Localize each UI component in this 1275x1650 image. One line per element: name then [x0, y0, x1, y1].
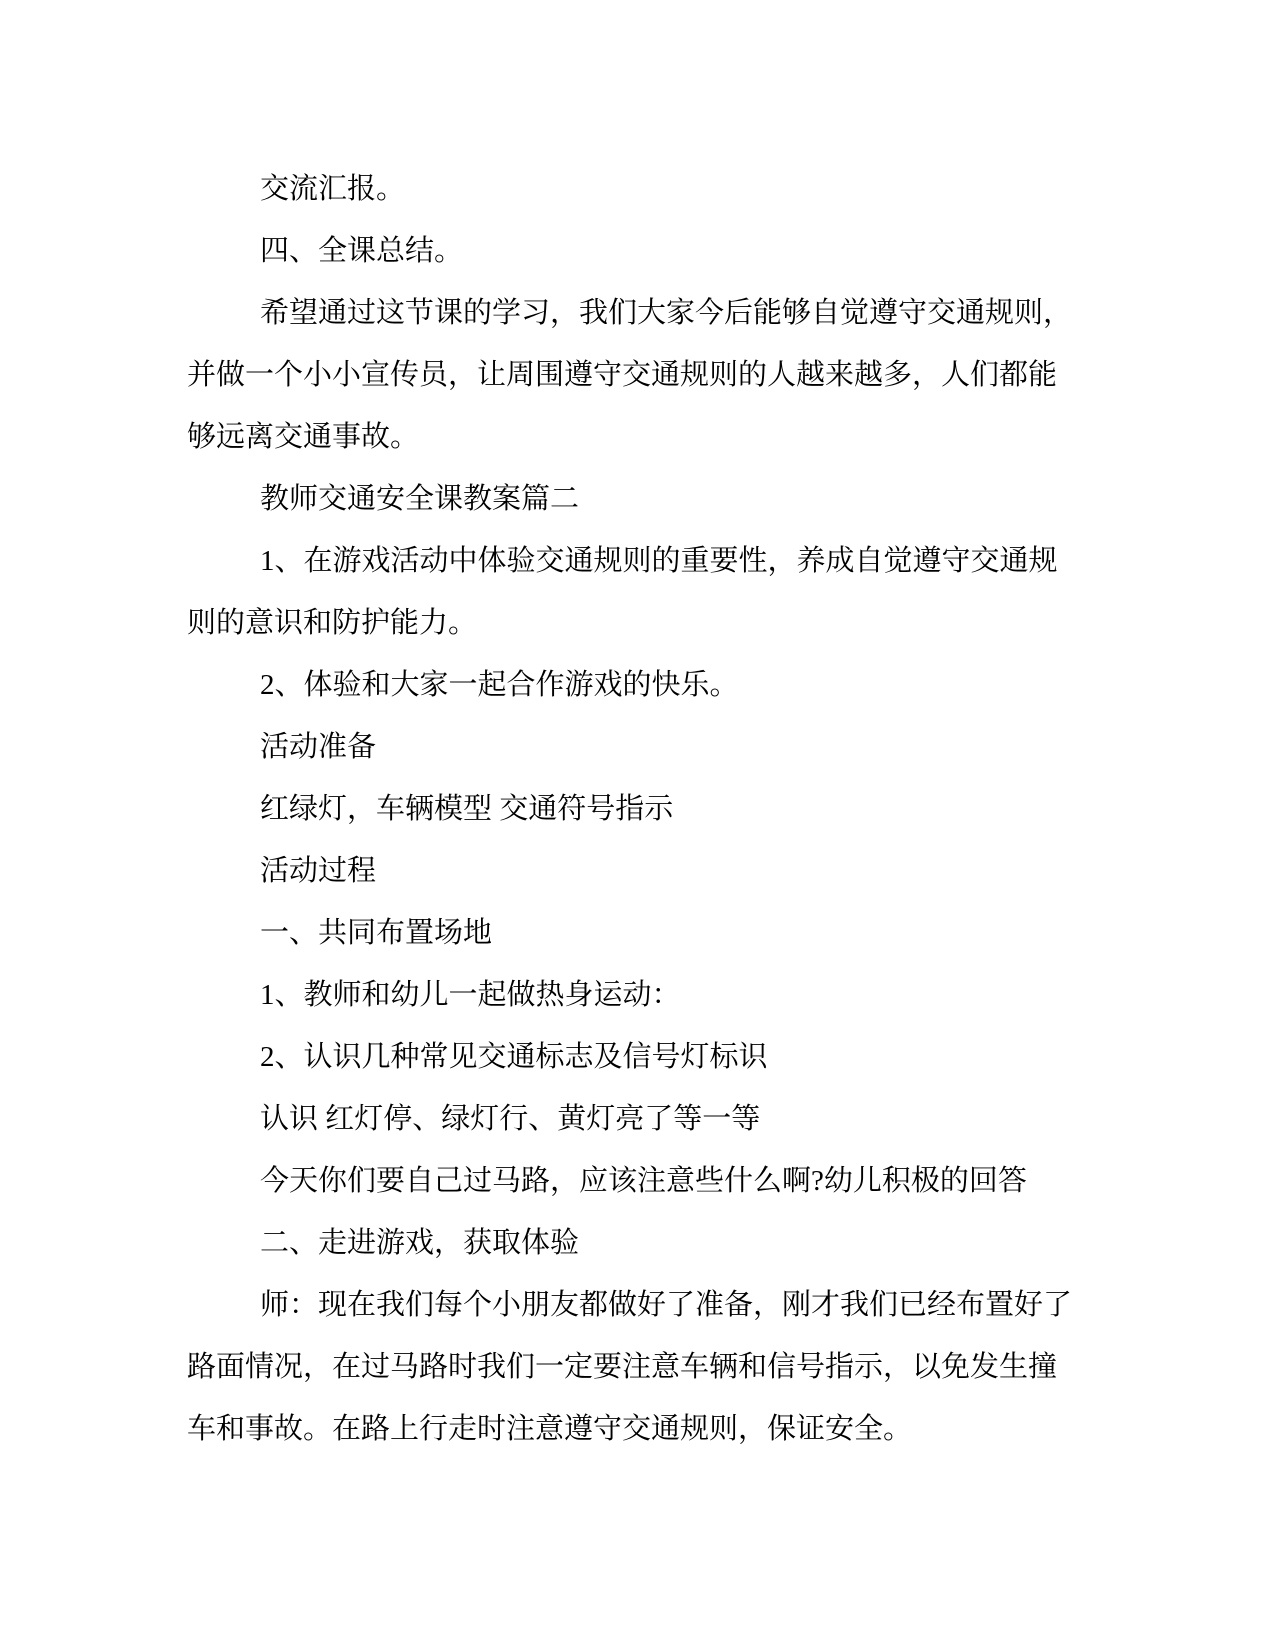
- text-line: 够远离交通事故。: [187, 421, 420, 453]
- text-line: 二、走进游戏，获取体验: [260, 1227, 580, 1259]
- text-line: 2、认识几种常见交通标志及信号灯标识: [260, 1041, 768, 1073]
- text-line: 路面情况，在过马路时我们一定要注意车辆和信号指示，以免发生撞: [187, 1351, 1058, 1383]
- text-line: 红绿灯，车辆模型 交通符号指示: [260, 793, 674, 825]
- text-line: 希望通过这节课的学习，我们大家今后能够自觉遵守交通规则，: [260, 297, 1073, 329]
- text-line: 则的意识和防护能力。: [187, 607, 478, 639]
- text-line: 活动过程: [260, 855, 377, 887]
- text-line: 四、全课总结。: [260, 235, 464, 267]
- text-line: 交流汇报。: [260, 173, 406, 205]
- text-line: 1、教师和幼儿一起做热身运动：: [260, 979, 681, 1011]
- document-body: [187, 158, 1073, 1460]
- text-line: 车和事故。在路上行走时注意遵守交通规则，保证安全。: [187, 1413, 913, 1445]
- text-line: 并做一个小小宣传员，让周围遵守交通规则的人越来越多，人们都能: [187, 359, 1058, 391]
- text-line: 1、在游戏活动中体验交通规则的重要性，养成自觉遵守交通规: [260, 545, 1058, 577]
- text-line: 认识 红灯停、绿灯行、黄灯亮了等一等: [260, 1103, 761, 1135]
- text-line: 师：现在我们每个小朋友都做好了准备，刚才我们已经布置好了: [260, 1289, 1073, 1321]
- text-line: 活动准备: [260, 731, 377, 763]
- text-line: 教师交通安全课教案篇二: [260, 483, 580, 515]
- text-line: 一、共同布置场地: [260, 917, 493, 949]
- text-line: 2、体验和大家一起合作游戏的快乐。: [260, 669, 739, 701]
- text-line: 今天你们要自己过马路，应该注意些什么啊?幼儿积极的回答: [260, 1165, 1027, 1197]
